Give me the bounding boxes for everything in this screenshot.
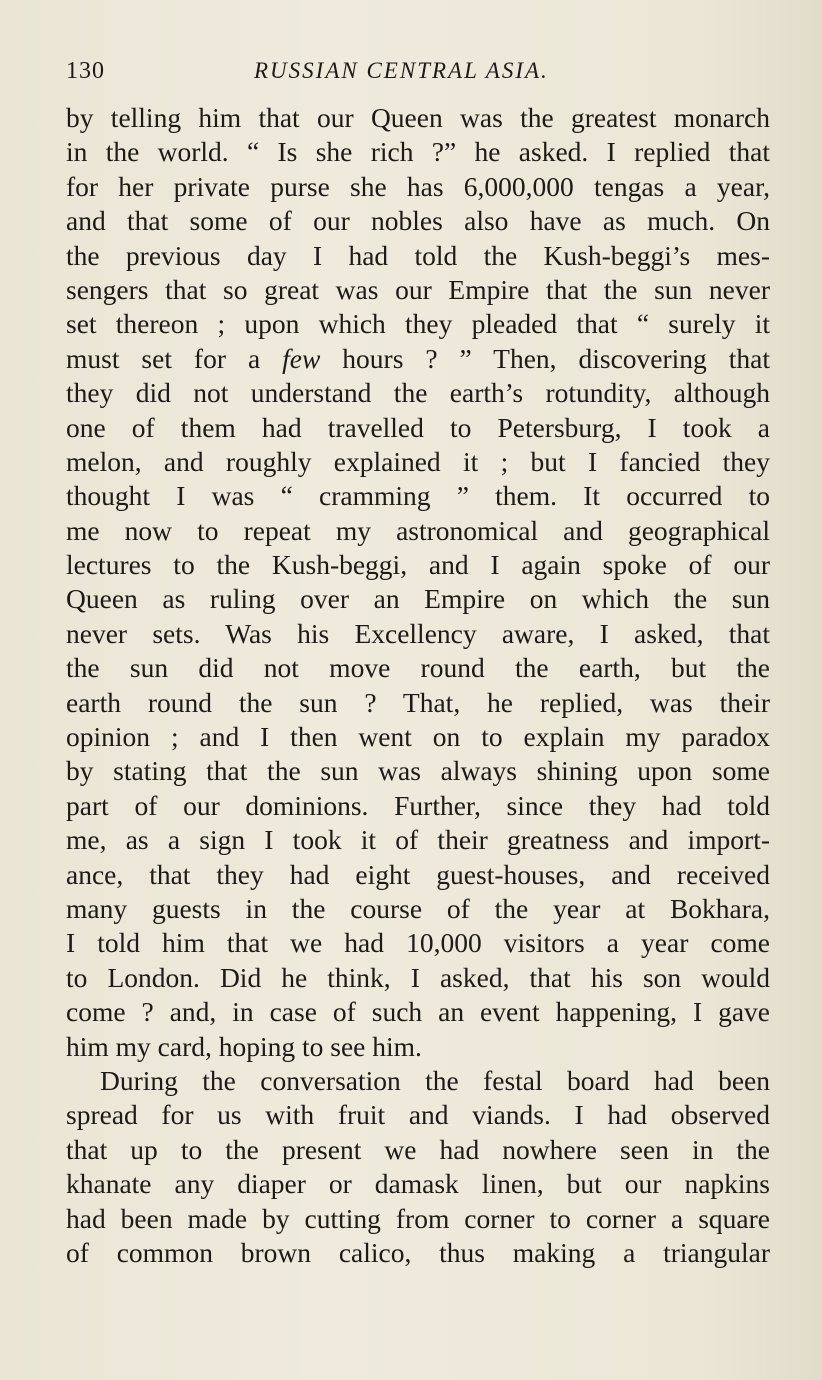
text-line: set thereon ; upon which they pleaded that “ surely it bbox=[66, 308, 770, 340]
text-line: must set for a few hours ? ” Then, discovering that bbox=[66, 342, 770, 374]
running-title: RUSSIAN CENTRAL ASIA. bbox=[254, 58, 549, 83]
text-line: many guests in the course of the year at Bokhara, bbox=[66, 892, 770, 924]
text-line: to London. Did he think, I asked, that his son would bbox=[66, 961, 770, 993]
text-line: part of our dominions. Further, since they had told bbox=[66, 789, 770, 821]
text-line: opinion ; and I then went on to explain my paradox bbox=[66, 721, 770, 753]
text-line: khanate any diaper or damask linen, but our napkins bbox=[66, 1168, 770, 1200]
text-line: for her private purse she has 6,000,000 tengas a year, bbox=[66, 170, 770, 202]
text-line: come ? and, in case of such an event happening, I gave bbox=[66, 996, 770, 1028]
paragraph-start-line: During the conversation the festal board had been bbox=[100, 1064, 770, 1096]
text-line: never sets. Was his Excellency aware, I asked, that bbox=[66, 617, 770, 649]
text-line: the sun did not move round the earth, but the bbox=[66, 652, 770, 684]
text-line: Queen as ruling over an Empire on which the sun bbox=[66, 583, 770, 615]
text-line: earth round the sun ? That, he replied, was their bbox=[66, 686, 770, 718]
text-line: the previous day I had told the Kush-beggi’s mes- bbox=[66, 239, 770, 271]
text-line: of common brown calico, thus making a triangular bbox=[66, 1236, 770, 1268]
text-line: him my card, hoping to see him. bbox=[66, 1030, 422, 1062]
text-line: one of them had travelled to Petersburg, I took a bbox=[66, 411, 770, 443]
emphasis: few bbox=[282, 342, 321, 374]
text-line: ance, that they had eight guest-houses, and received bbox=[66, 858, 770, 890]
text-line: by telling him that our Queen was the greatest monarch bbox=[66, 102, 770, 133]
text-line: spread for us with fruit and viands. I had observed bbox=[66, 1099, 770, 1131]
text-line: had been made by cutting from corner to corner a square bbox=[66, 1202, 770, 1234]
text-line: in the world. “ Is she rich ?” he asked. I replied that bbox=[66, 136, 770, 168]
text-line: lectures to the Kush-beggi, and I again spoke of our bbox=[66, 549, 770, 581]
text-line: they did not understand the earth’s rotundity, although bbox=[66, 377, 770, 409]
text-line: and that some of our nobles also have as much. On bbox=[66, 205, 770, 237]
body-text bbox=[66, 101, 770, 1270]
text-line: me, as a sign I took it of their greatness and import- bbox=[66, 824, 770, 856]
text-line: melon, and roughly explained it ; but I fancied they bbox=[66, 445, 770, 477]
page-header bbox=[66, 58, 766, 88]
text-line: by stating that the sun was always shining upon some bbox=[66, 755, 770, 787]
page-number: 130 bbox=[66, 58, 105, 84]
text-line: thought I was “ cramming ” them. It occurred to bbox=[66, 480, 770, 512]
text-line: that up to the present we had nowhere seen in the bbox=[66, 1133, 770, 1165]
text-line: sengers that so great was our Empire that the sun never bbox=[66, 273, 770, 305]
text-line: me now to repeat my astronomical and geographical bbox=[66, 514, 770, 546]
text-line: I told him that we had 10,000 visitors a year come bbox=[66, 927, 770, 959]
